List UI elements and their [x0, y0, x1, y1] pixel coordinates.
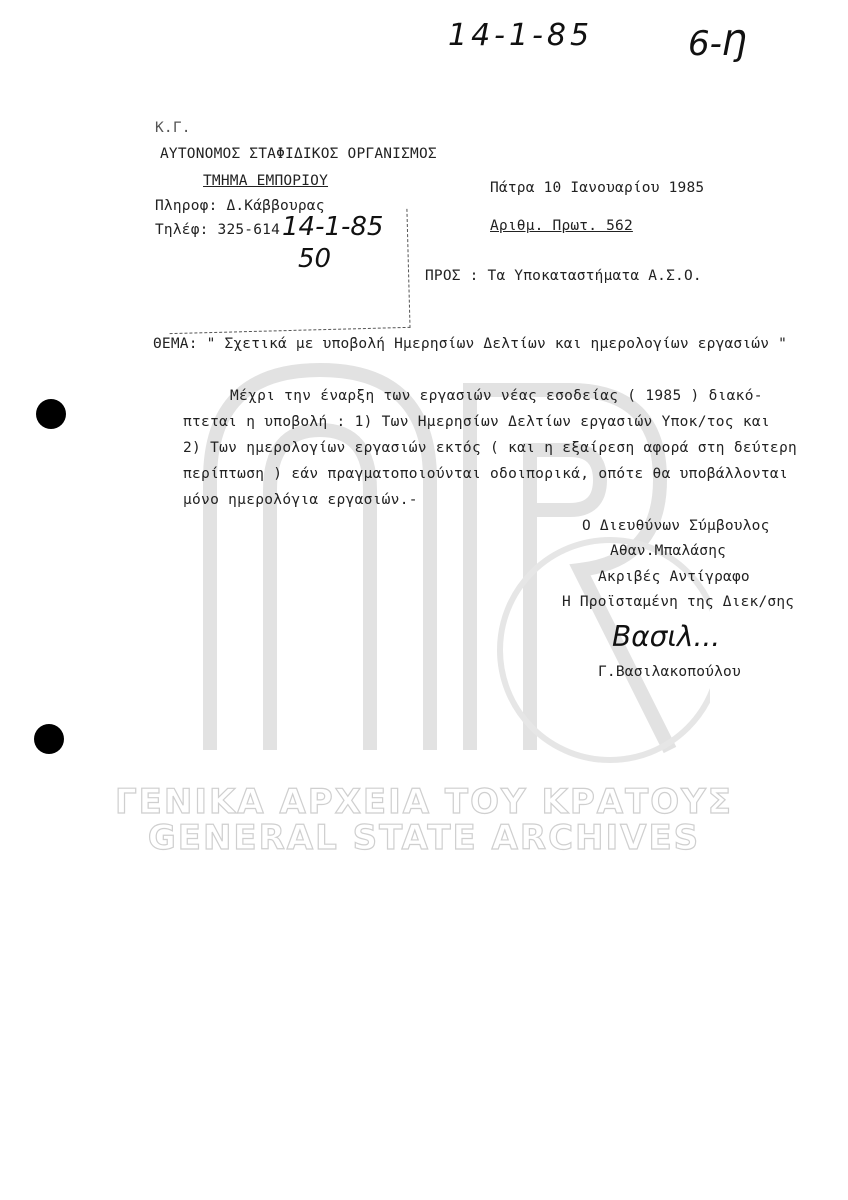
handwritten-date-top: 14-1-85 — [448, 18, 594, 53]
department-name: ΤΜΗΜΑ ΕΜΠΟΡΙΟΥ — [203, 173, 329, 189]
phone-number: Τηλέφ: 325-614 — [155, 222, 281, 238]
handwritten-signature: Βασιλ... — [612, 620, 721, 653]
body-line-1: Μέχρι την έναρξη των εργασιών νέας εσοδείας ( 1985 ) διακό- — [230, 388, 763, 404]
body-line-5: μόνο ημερολόγια εργασιών.- — [183, 492, 418, 508]
body-line-2: πτεται η υποβολή : 1) Των Ημερησίων Δελτίων εργασιών Υποκ/τος και — [183, 414, 770, 430]
body-line-4: περίπτωση ) εάν πραγματοποιούνται οδοιπορικά, οπότε θα υποβάλλονται — [183, 466, 788, 482]
signature-title: Ο Διευθύνων Σύμβουλος — [582, 518, 770, 534]
signature-name: Αθαν.Μπαλάσης — [610, 543, 727, 559]
certified-copy-label: Ακριβές Αντίγραφο — [598, 569, 750, 585]
header-initials: Κ.Γ. — [155, 120, 191, 136]
watermark-greek: ΓΕΝΙΚΑ ΑΡΧΕΙΑ ΤΟΥ ΚΡΑΤΟΥΣ — [114, 782, 734, 822]
stamp-handwritten-number: 50 — [298, 244, 332, 274]
body-line-3: 2) Των ημερολογίων εργασιών εκτός ( και η εξαίρεση αφορά στη δεύτερη — [183, 440, 798, 456]
signer-name: Γ.Βασιλακοπούλου — [598, 664, 741, 680]
binder-hole-bottom — [34, 724, 64, 754]
stamp-handwritten-date: 14-1-85 — [282, 212, 384, 242]
place-date: Πάτρα 10 Ιανουαρίου 1985 — [490, 180, 705, 196]
recipient-line: ΠΡΟΣ : Τα Υποκαταστήματα Α.Σ.Ο. — [425, 268, 702, 284]
info-contact: Πληροφ: Δ.Κάββουρας — [155, 198, 325, 214]
binder-hole-top — [36, 399, 66, 429]
signature-role: Η Προϊσταμένη της Διεκ/σης — [562, 594, 795, 610]
organization-name: ΑΥΤΟΝΟΜΟΣ ΣΤΑΦΙΔΙΚΟΣ ΟΡΓΑΝΙΣΜΟΣ — [160, 146, 437, 162]
protocol-number: Αριθμ. Πρωτ. 562 — [490, 218, 633, 234]
watermark-english: GENERAL STATE ARCHIVES — [147, 818, 701, 858]
handwritten-ref-top: 6-Ŋ — [688, 24, 748, 64]
subject-line: ΘΕΜΑ: " Σχετικά με υποβολή Ημερησίων Δελτίων και ημερολογίων εργασιών " — [153, 336, 788, 352]
